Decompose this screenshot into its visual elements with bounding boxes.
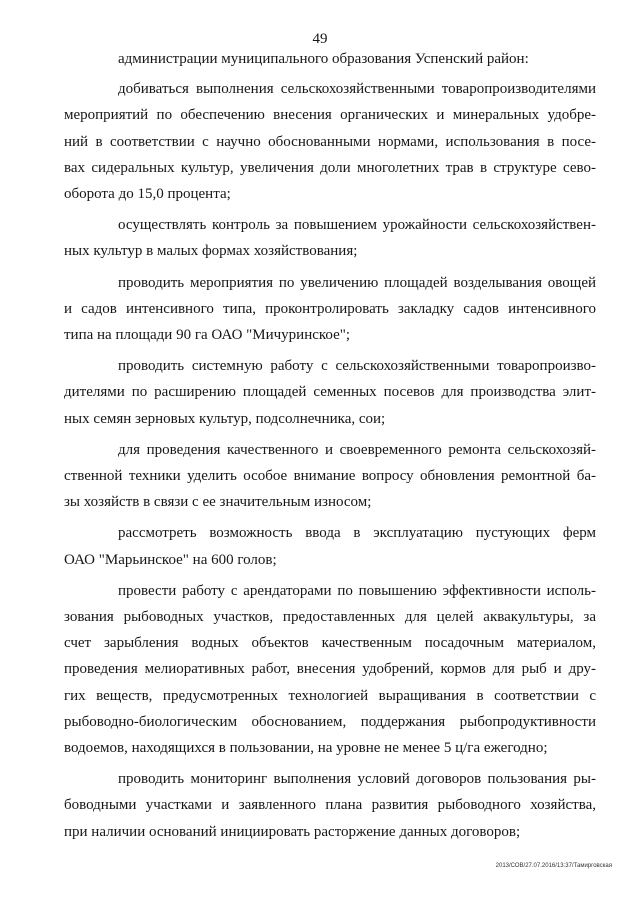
footer-stamp: 2013/СОВ/27.07.2016/13:37/Тамирговская [495, 863, 612, 869]
paragraph-line: боводными участками и заявленного плана развития рыбоводного хозяйства, [64, 797, 596, 814]
paragraph-line: ОАО "Марьинское" на 600 голов; [64, 551, 277, 568]
paragraph-2 [64, 212, 596, 264]
paragraph-4 [64, 353, 596, 432]
paragraph-line: и садов интенсивного типа, проконтролировать закладку садов интенсивного [64, 300, 596, 317]
paragraph-8 [64, 766, 596, 845]
paragraph-line: зы хозяйств в связи с ее значительным износом; [64, 494, 372, 511]
paragraph-line: ственной техники уделить особое внимание вопросу обновления ремонтной ба- [64, 468, 596, 485]
paragraph-line: провести работу с арендаторами по повышению эффективности исполь- [118, 582, 596, 599]
paragraph-line: ных семян зерновых культур, подсолнечника, сои; [64, 410, 386, 427]
paragraph-line: водоемов, находящихся в пользовании, на уровне не менее 5 ц/га ежегодно; [64, 740, 548, 757]
paragraph-line: дителями по расширению площадей семенных посевов для производства элит- [64, 384, 596, 401]
paragraph-5 [64, 437, 596, 516]
paragraph-0 [118, 46, 596, 72]
paragraph-line: проводить системную работу с сельскохозяйственными товаропроизво- [118, 358, 596, 375]
paragraph-line: добиваться выполнения сельскохозяйственными товаропроизводителями [118, 81, 596, 98]
body-text [64, 46, 596, 850]
paragraph-line: ний в соответствии с научно обоснованными нормами, использования в посе- [64, 133, 596, 150]
paragraph-line: администрации муниципального образования Успенский район: [118, 51, 529, 67]
paragraph-line: ных культур в малых формах хозяйствования; [64, 243, 358, 260]
paragraph-line: проводить мероприятия по увеличению площадей возделывания овощей [118, 274, 596, 291]
paragraph-1 [64, 76, 596, 207]
paragraph-line: типа на площади 90 га ОАО "Мичуринское"; [64, 327, 351, 344]
paragraph-line: вах сидеральных культур, увеличения доли многолетних трав в структуре сево- [64, 159, 596, 176]
paragraph-line: осуществлять контроль за повышением урожайности сельскохозяйствен- [118, 217, 596, 234]
paragraph-line: мероприятий по обеспечению внесения органических и минеральных удобре- [64, 107, 596, 124]
page-number: 49 [312, 31, 328, 47]
paragraph-line: рассмотреть возможность ввода в эксплуатацию пустующих ферм [118, 525, 596, 542]
paragraph-line: проведения мелиоративных работ, внесения удобрений, кормов для рыб и дру- [64, 661, 596, 678]
paragraph-line: проводить мониторинг выполнения условий договоров пользования ры- [118, 771, 596, 788]
paragraph-line: для проведения качественного и своевременного ремонта сельскохозяй- [118, 441, 596, 458]
paragraph-line: гих веществ, предусмотренных технологией выращивания в соответствии с [64, 687, 596, 704]
paragraph-6 [64, 520, 596, 572]
paragraph-7 [64, 578, 596, 761]
paragraph-line: при наличии оснований инициировать расторжение данных договоров; [64, 823, 521, 840]
paragraph-line: зования рыбоводных участков, предоставленных для целей аквакультуры, за [64, 609, 596, 626]
paragraph-line: оборота до 15,0 процента; [64, 186, 231, 203]
paragraph-line: счет зарыбления водных объектов качественным посадочным материалом, [64, 635, 596, 652]
paragraph-line: рыбоводно-биологическим обоснованием, поддержания рыбопродуктивности [64, 713, 596, 730]
paragraph-3 [64, 270, 596, 349]
